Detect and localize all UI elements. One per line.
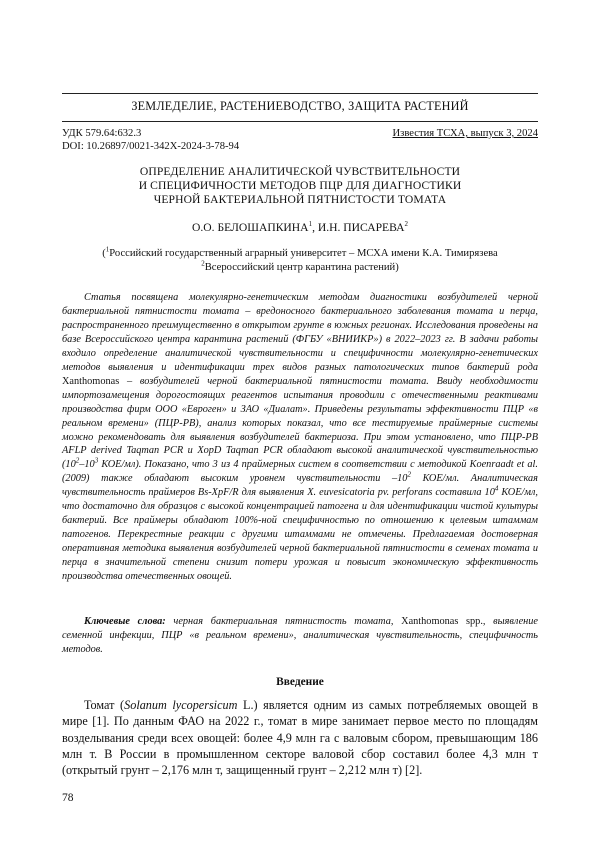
- title-line: ОПРЕДЕЛЕНИЕ АНАЛИТИЧЕСКОЙ ЧУВСТВИТЕЛЬНОСТИ: [139, 165, 461, 178]
- article-meta: [62, 127, 538, 153]
- article-title: [62, 165, 538, 208]
- journal-section-title: ЗЕМЛЕДЕЛИЕ, РАСТЕНИЕВОДСТВО, ЗАЩИТА РАСТЕНИЙ: [131, 99, 469, 113]
- exponent: 3: [94, 457, 99, 466]
- exponent: 4: [494, 484, 499, 493]
- exponent: 2: [75, 457, 80, 466]
- title-line: И СПЕЦИФИЧНОСТИ МЕТОДОВ ПЦР ДЛЯ ДИАГНОСТИКИ: [138, 179, 462, 193]
- affil-mark: 2: [201, 259, 205, 268]
- affiliation-text: Российский государственный аграрный университет – МСХА имени К.А. Тимирязева: [109, 248, 498, 259]
- introduction-heading: Введение: [276, 676, 324, 688]
- abstract-text: КОЕ/мл, что достаточно для образцов с высокой концентрацией патогена и для идентификации чистой культуры бактерий. Все праймеры обладают 100%-ной специфичностью по отношению к целевым штаммам патогенов. Перекрестные реакции с другими штаммами не отмечены. Предлагаемая достоверная оперативная методика выявления возбудителей черной бактериальной пятнистости в семенах томата и перца в значительной степени снизит потери урожая и повысит экономическую эффективность производства отечественных овощей.: [62, 487, 538, 583]
- abstract-text: КОЕ/мл. Аналитическая чувствительность праймеров Bs-XpF/R для выявления X. euvesicatoria pv. perforans составила 10: [62, 473, 538, 499]
- page-number: 78: [62, 792, 74, 804]
- genus-name: Xanthomonas: [62, 375, 120, 387]
- top-rule: [62, 93, 538, 94]
- abstract-text: КОЕ/мл). Показано, что 3 из 4 праймерных систем в соответствии с методикой Koenraadt et al. (2009) также обладают высоким уровнем чувствительности –10: [62, 459, 538, 485]
- keywords: [62, 615, 538, 657]
- journal-issue: Известия ТСХА, выпуск 3, 2024: [392, 128, 538, 139]
- keywords-label: Ключевые слова:: [84, 616, 166, 627]
- author-affil-mark: 1: [308, 220, 313, 229]
- affiliation-line: [62, 261, 538, 275]
- abstract: [62, 291, 538, 584]
- abstract-text: Статья посвящена молекулярно-генетическим методам диагностики возбудителей черной бактериальной пятнистости томата – вредоносного бактериального заболевания томата и перца, распространенного преимущественно в открытом грунте в южных регионах. Исследования проведены на базе Всероссийского центра карантина растений (ФГБУ «ВНИИКР») в 2022–2023 гг. В задачи работы входило определение аналитической чувствительности и специфичности молекулярно-генетических методов выявления и идентификации трех видов разных патологических типов бактерий рода: [62, 292, 538, 373]
- author-affil-mark: 2: [404, 220, 408, 229]
- author-separator: ,: [312, 221, 318, 234]
- authors: [62, 221, 538, 234]
- body-text: L.) является одним из самых потребляемых овощей в мире [1]. По данным ФАО на 2022 г., томат в мире занимает первое место по площадям возделывания среди всех овощей: более 4,9 млн га с валовым сбором, превышающим 186 млн т. В России в промышленном секторе валовой сбор составил более 4,3 млн т (открытый грунт – 2,176 млн т, защищенный грунт – 2,212 млн т) [2].: [62, 698, 539, 778]
- title-line: ЧЕРНОЙ БАКТЕРИАЛЬНОЙ ПЯТНИСТОСТИ ТОМАТА: [153, 193, 447, 207]
- species-name: Solanum lycopersicum: [124, 698, 238, 712]
- doi: DOI: 10.26897/0021-342X-2024-3-78-94: [62, 141, 240, 152]
- affil-mark: 1: [105, 245, 110, 254]
- author-name: О.О. БЕЛОШАПКИНА: [192, 221, 309, 234]
- affiliations: [62, 247, 538, 275]
- keywords-text: , выявление семенной инфекции, ПЦР «в реальном времени», аналитическая чувствительность, специфичность методов.: [62, 616, 538, 655]
- section-rule: [62, 121, 538, 122]
- udc-code: УДК 579.64:632.3: [62, 128, 142, 139]
- exponent: 2: [407, 470, 411, 479]
- keywords-text: черная бактериальная пятнистость томата,: [165, 616, 402, 627]
- author-name: И.Н. ПИСАРЕВА: [317, 221, 405, 234]
- body-text: Томат (: [84, 698, 125, 712]
- genus-name: Xanthomonas spp.: [401, 616, 483, 627]
- affiliation-text: Всероссийский центр карантина растений): [204, 262, 399, 273]
- abstract-text: –10: [79, 459, 95, 471]
- affiliation-line: [62, 247, 538, 261]
- affiliation-paren: (: [102, 248, 106, 259]
- introduction-paragraph: [62, 697, 538, 778]
- abstract-text: – возбудителей черной бактериальной пятнистости томата. Ввиду необходимости импортозамещения дорогостоящих реагентов испытания проводили с отечественными реактивами производства фирм ООО «Евроген» и ЗАО «Диалат». Приведены результаты эффективности ПЦР «в реальном времени» (ПЦР-РВ), анализ которых показал, что все тестируемые праймерные системы можно рекомендовать для выявления возбудителей бактериоза. При этом установлено, что ПЦР-РВ AFLP derived Taqman PCR и XopD Taqman PCR обладают высокой аналитической чувствительностью (10: [62, 375, 538, 471]
